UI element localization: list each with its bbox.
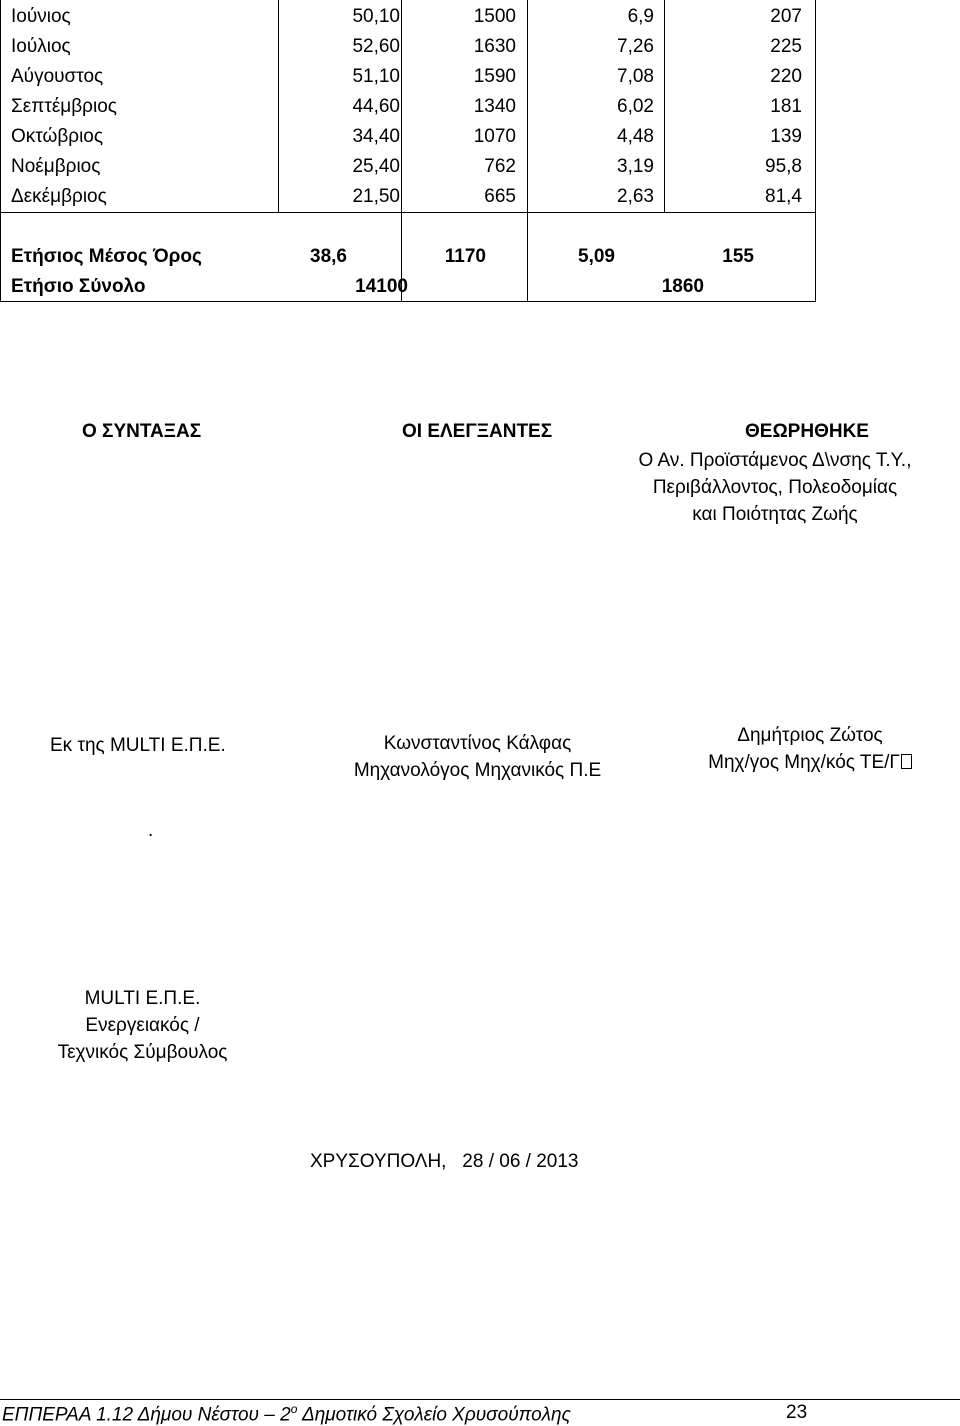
value-cell: 1070 [473, 126, 516, 147]
value-cell: 4,48 [617, 126, 654, 147]
place-date: ΧΡΥΣΟΥΠΟΛΗ, 28 / 06 / 2013 [310, 1151, 579, 1172]
footer-title-part: Δημοτικό Σχολείο Χρυσούπολης [297, 1404, 571, 1426]
value-cell: 44,60 [352, 96, 400, 117]
value-cell: 139 [770, 126, 802, 147]
value-cell: 762 [484, 156, 516, 177]
value-cell: 181 [770, 96, 802, 117]
inspector-name: Κωνσταντίνος Κάλφας [383, 733, 572, 754]
approver-block [680, 722, 940, 776]
footer-superscript: ο [290, 1402, 298, 1416]
month-cell: Δεκέμβριος [11, 186, 107, 207]
value-cell: 2,63 [617, 186, 654, 207]
approver-position-line: και Ποιότητας Ζωής [692, 504, 858, 525]
value-cell: 7,08 [617, 66, 654, 87]
inspector-block [300, 730, 655, 784]
value-cell: 95,8 [765, 156, 802, 177]
footer-title [2, 1402, 571, 1426]
value-cell: 14100 [355, 276, 408, 297]
value-cell: 155 [722, 246, 754, 267]
page-number: 23 [786, 1402, 808, 1423]
value-cell: 225 [770, 36, 802, 57]
annual-average-label: Ετήσιος Μέσος Όρος [11, 246, 202, 267]
table-row [0, 152, 816, 182]
company-line: Ενεργειακός / [85, 1015, 200, 1036]
company-line: MULTI Ε.Π.Ε. [84, 988, 201, 1009]
value-cell: 5,09 [578, 246, 615, 267]
value-cell: 665 [484, 186, 516, 207]
month-cell: Νοέμβριος [11, 156, 101, 177]
annual-total-label: Ετήσιο Σύνολο [11, 276, 146, 297]
approved-heading: ΘΕΩΡΗΘΗΚΕ [745, 421, 869, 442]
table-row [0, 2, 816, 32]
value-cell: 50,10 [352, 6, 400, 27]
footer-rule [0, 1399, 960, 1400]
value-cell: 6,02 [617, 96, 654, 117]
value-cell: 1340 [473, 96, 516, 117]
value-cell: 3,19 [617, 156, 654, 177]
energy-table [0, 0, 816, 302]
table-row [0, 62, 816, 92]
value-cell: 52,60 [352, 36, 400, 57]
value-cell: 1170 [444, 246, 486, 267]
value-cell: 21,50 [352, 186, 400, 207]
company-line: Τεχνικός Σύμβουλος [57, 1042, 228, 1063]
month-cell: Ιούλιος [11, 36, 71, 57]
value-cell: 51,10 [352, 66, 400, 87]
dot-mark: . [148, 820, 154, 841]
company-block [30, 985, 255, 1066]
value-cell: 38,6 [310, 246, 347, 267]
annual-total-row [0, 272, 816, 302]
approver-position [600, 447, 950, 528]
table-row [0, 32, 816, 62]
footer-title-part: ΕΠΠΕΡΑΑ 1.12 Δήμου Νέστου – 2 [2, 1404, 291, 1426]
month-cell: Ιούνιος [11, 6, 71, 27]
missing-glyph-icon [901, 754, 912, 769]
value-cell: 6,9 [627, 6, 654, 27]
value-cell: 25,40 [352, 156, 400, 177]
value-cell: 81,4 [765, 186, 802, 207]
value-cell: 7,26 [617, 36, 654, 57]
value-cell: 220 [770, 66, 802, 87]
value-cell: 207 [770, 6, 802, 27]
approver-name: Δημήτριος Ζώτος [737, 725, 883, 746]
value-cell: 34,40 [352, 126, 400, 147]
table-row [0, 122, 816, 152]
approver-position-line: Περιβάλλοντος, Πολεοδομίας [652, 477, 898, 498]
compiler-name: Εκ της MULTI Ε.Π.Ε. [50, 735, 226, 756]
value-cell: 1590 [473, 66, 516, 87]
approver-title-line [680, 749, 940, 776]
compiler-heading: Ο ΣΥΝΤΑΞΑΣ [82, 421, 202, 442]
inspector-title: Μηχανολόγος Μηχανικός Π.Ε [353, 760, 602, 781]
month-cell: Σεπτέμβριος [11, 96, 117, 117]
month-cell: Οκτώβριος [11, 126, 104, 147]
approver-title: Μηχ/γος Μηχ/κός ΤΕ/Γ [708, 752, 900, 773]
approver-position-line: Ο Αν. Προϊστάμενος Δ\νσης Τ.Υ., [638, 450, 912, 471]
inspectors-heading: ΟΙ ΕΛΕΓΞΑΝΤΕΣ [402, 421, 553, 442]
month-cell: Αύγουστος [11, 66, 104, 87]
table-row [0, 92, 816, 122]
table-row [0, 182, 816, 212]
value-cell: 1860 [661, 276, 704, 297]
annual-average-row [0, 242, 816, 272]
value-cell: 1500 [473, 6, 516, 27]
value-cell: 1630 [473, 36, 516, 57]
